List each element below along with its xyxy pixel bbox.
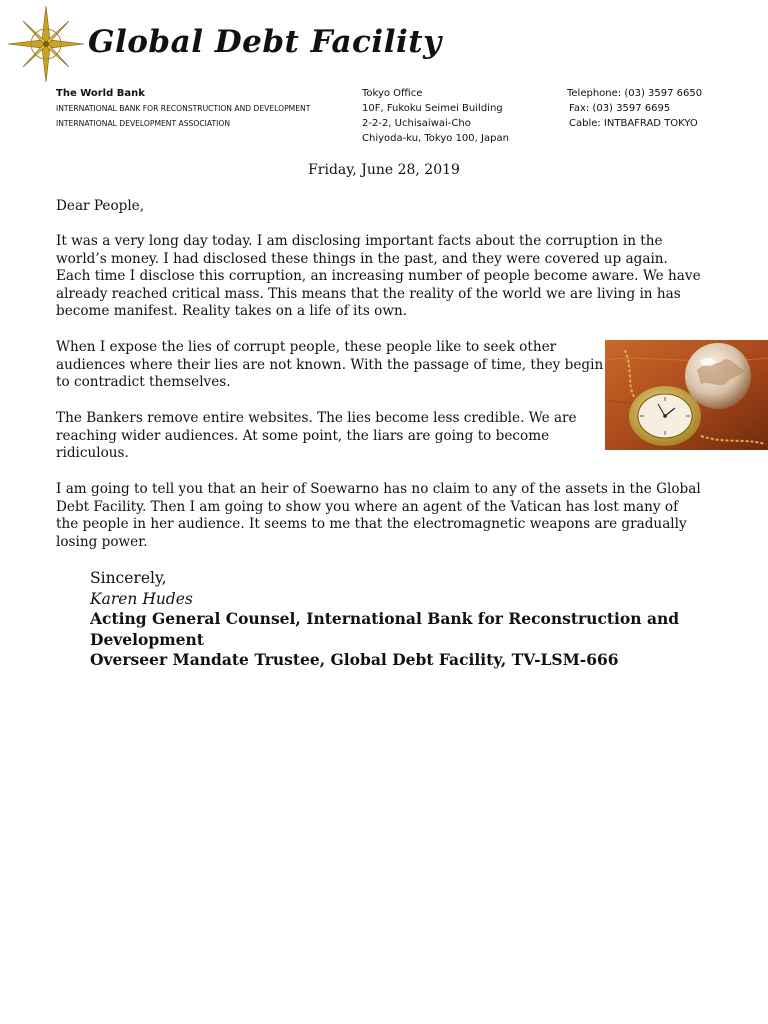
address-line: 2-2-2, Uchisaiwai-Cho: [362, 118, 471, 129]
signer-title: Acting General Counsel, International Bank for Reconstruction and: [90, 609, 680, 628]
signer-name: Karen Hudes: [90, 589, 193, 608]
text-line: ridiculous.: [56, 445, 129, 461]
text-line: to contradict themselves.: [56, 374, 231, 390]
text-line: already reached critical mass. This means that the reality of the world we are living in has: [56, 285, 681, 302]
pocket-watch-globe-image: [605, 340, 768, 450]
paragraph-3: [56, 410, 577, 463]
compass-rose-logo: [6, 4, 86, 84]
text-line: The Bankers remove entire websites. The lies become less credible. We are: [56, 410, 577, 426]
salutation: Dear People,: [56, 198, 145, 214]
org-line: INTERNATIONAL DEVELOPMENT ASSOCIATION: [56, 119, 231, 128]
signer-title: Overseer Mandate Trustee, Global Debt Facility, TV-LSM-666: [90, 650, 619, 669]
office-address: [362, 86, 509, 146]
office-title: Tokyo Office: [362, 88, 423, 99]
text-line: It was a very long day today. I am disclosing important facts about the corruption in the: [56, 233, 663, 249]
brand-title: Global Debt Facility: [88, 24, 442, 60]
org-block: [56, 86, 310, 131]
text-line: When I expose the lies of corrupt people, these people like to seek other: [56, 339, 557, 355]
text-line: the people in her audience. It seems to me that the electromagnetic weapons are gradually: [56, 516, 687, 532]
closing: Sincerely,: [90, 569, 167, 587]
paragraph-4: [56, 481, 701, 551]
text-line: reaching wider audiences. At some point, the liars are going to become: [56, 427, 550, 444]
address-line: Chiyoda-ku, Tokyo 100, Japan: [362, 133, 509, 144]
text-line: Each time I disclose this corruption, an increasing number of people become aware. We have: [56, 268, 701, 284]
signer-title: Development: [90, 629, 204, 649]
text-line: losing power.: [56, 533, 148, 550]
text-line: audiences where their lies are not known. With the passage of time, they begin: [56, 356, 604, 373]
cable: Cable: INTBAFRAD TOKYO: [569, 118, 698, 129]
text-line: Debt Facility. Then I am going to show you where an agent of the Vatican has lost many of: [56, 498, 679, 515]
org-line: INTERNATIONAL BANK FOR RECONSTRUCTION AND DEVELOPMENT: [56, 104, 311, 113]
text-line: I am going to tell you that an heir of Soewarno has no claim to any of the assets in the Global: [56, 481, 701, 497]
fax: Fax: (03) 3597 6695: [569, 103, 671, 114]
text-line: become manifest. Reality takes on a life of its own.: [56, 303, 408, 319]
signature-block: [90, 568, 679, 671]
org-name: The World Bank: [56, 88, 145, 99]
paragraph-2: [56, 339, 603, 392]
text-line: world’s money. I had disclosed these things in the past, and they were covered up again.: [56, 250, 668, 267]
telephone: Telephone: (03) 3597 6650: [567, 88, 703, 99]
address-line: 10F, Fukoku Seimei Building: [362, 103, 503, 114]
letter-date: Friday, June 28, 2019: [308, 162, 460, 178]
contact-info: [567, 86, 702, 131]
paragraph-1: [56, 233, 701, 321]
